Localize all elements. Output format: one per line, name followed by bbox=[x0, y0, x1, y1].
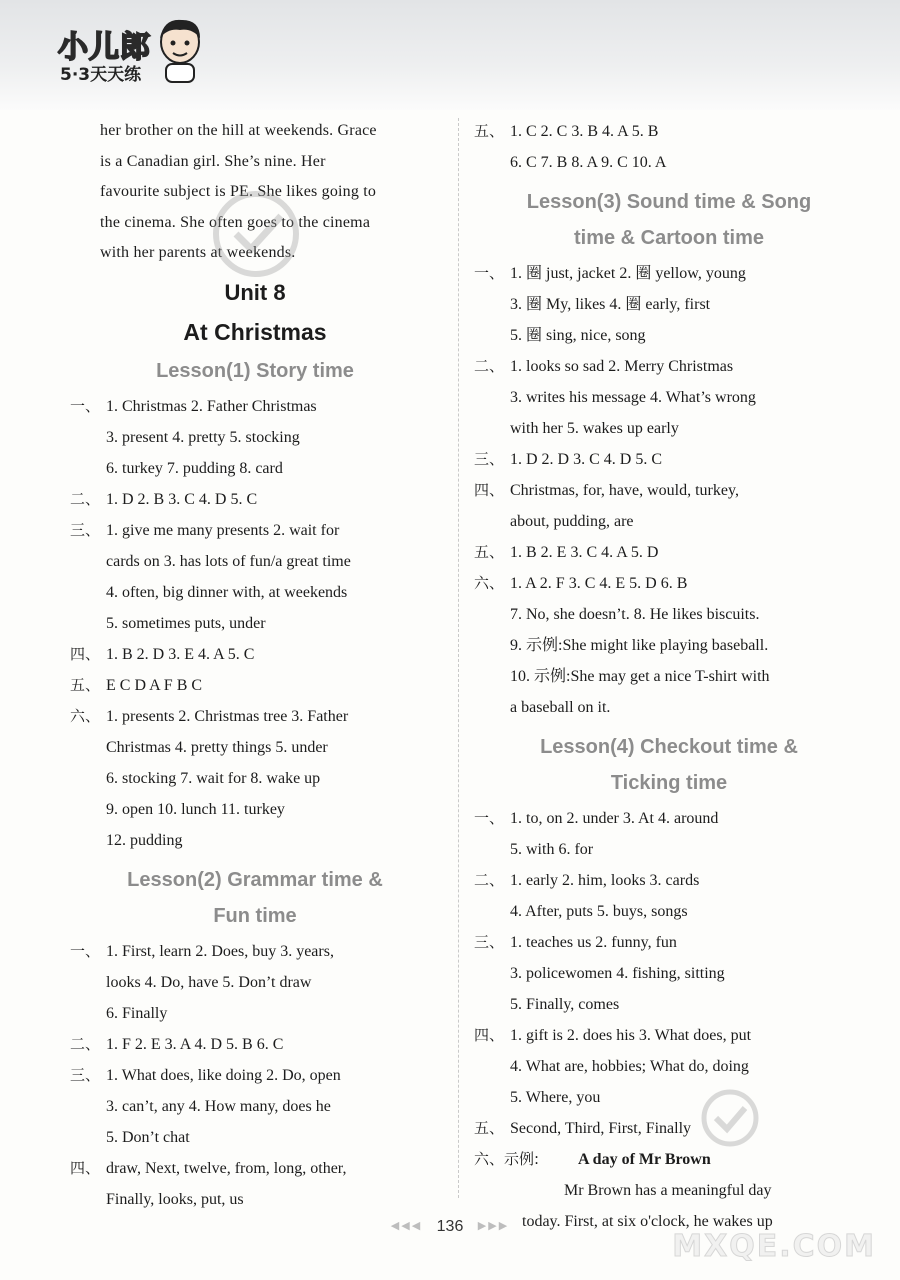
answer-row bbox=[474, 537, 864, 568]
question-number: 一、 bbox=[70, 941, 101, 960]
answer-text: 1. give me many presents 2. wait for bbox=[106, 521, 340, 539]
answer-row bbox=[474, 444, 864, 475]
answer-text: 1. early 2. him, looks 3. cards bbox=[510, 872, 700, 889]
answer-text: 1. B 2. E 3. C 4. A 5. D bbox=[510, 544, 659, 561]
answer-row bbox=[70, 1184, 440, 1215]
lesson-title-line2: Ticking time bbox=[610, 772, 728, 794]
question-number: 二、 bbox=[70, 489, 101, 508]
question-number: 五、 bbox=[474, 1119, 505, 1137]
answer-row bbox=[70, 546, 440, 577]
answer-text: 6. Finally bbox=[106, 1004, 168, 1022]
answer-text: 5. with 6. for bbox=[510, 841, 594, 858]
answer-text: 6. stocking 7. wait for 8. wake up bbox=[106, 769, 321, 787]
lesson-title: Lesson(1) Story time bbox=[156, 359, 354, 382]
answer-row bbox=[70, 608, 440, 639]
answer-text: 4. After, puts 5. buys, songs bbox=[510, 903, 688, 920]
next-arrows-icon: ▶▶▶ bbox=[477, 1220, 510, 1232]
lesson-title-line1: Lesson(4) Checkout time & bbox=[540, 736, 798, 758]
answer-text: draw, Next, twelve, from, long, other, bbox=[106, 1159, 347, 1177]
site-watermark bbox=[672, 1164, 892, 1274]
answer-row bbox=[70, 998, 440, 1029]
question-number: 三、 bbox=[474, 933, 505, 951]
question-number: 三、 bbox=[70, 1065, 101, 1084]
brand-logo bbox=[46, 16, 206, 86]
answer-text: 1. A 2. F 3. C 4. E 5. D 6. B bbox=[510, 575, 688, 592]
answer-text: 5. Finally, comes bbox=[510, 996, 620, 1013]
lesson-title-line2: Fun time bbox=[213, 904, 297, 927]
logo-name: 小儿郎 bbox=[58, 30, 151, 65]
answer-row bbox=[70, 484, 440, 515]
essay-line: today. First, at six o'clock, he wakes up bbox=[522, 1213, 773, 1230]
answer-row bbox=[474, 865, 864, 896]
answer-row bbox=[474, 630, 864, 661]
column-divider bbox=[458, 118, 459, 1198]
answer-row bbox=[474, 989, 864, 1020]
check-watermark-icon bbox=[700, 1088, 760, 1148]
answer-row bbox=[474, 834, 864, 865]
answer-text: 3. policewomen 4. fishing, sitting bbox=[510, 965, 725, 982]
lesson1-answers bbox=[70, 391, 440, 856]
answer-text: 6. turkey 7. pudding 8. card bbox=[106, 459, 283, 477]
answer-text: 1. What does, like doing 2. Do, open bbox=[106, 1066, 341, 1084]
answer-text: 3. present 4. pretty 5. stocking bbox=[106, 428, 300, 446]
intro-line: the cinema. She often goes to the cinema bbox=[100, 213, 371, 231]
answer-row bbox=[70, 732, 440, 763]
prev-arrows-icon: ◀◀◀ bbox=[390, 1220, 423, 1232]
question-number: 六、 bbox=[70, 706, 101, 725]
question-number: 六、 bbox=[474, 574, 505, 592]
page-number: 136 bbox=[436, 1218, 464, 1235]
answer-row bbox=[474, 258, 864, 289]
answer-row bbox=[474, 506, 864, 537]
answer-row bbox=[474, 413, 864, 444]
answer-row bbox=[70, 1060, 440, 1091]
answer-row bbox=[474, 1113, 864, 1144]
answer-row bbox=[474, 692, 864, 723]
answer-text: 1. gift is 2. does his 3. What does, put bbox=[510, 1027, 752, 1044]
answer-row bbox=[70, 1029, 440, 1060]
answer-row bbox=[70, 670, 440, 701]
answer-text: 6. C 7. B 8. A 9. C 10. A bbox=[510, 154, 667, 171]
question-number: 四、 bbox=[474, 1026, 505, 1044]
question-number: 三、 bbox=[70, 520, 101, 539]
intro-line: her brother on the hill at weekends. Grace bbox=[100, 122, 377, 139]
lesson-title-line1: Lesson(3) Sound time & Song bbox=[526, 191, 812, 213]
question-number: 四、 bbox=[474, 481, 505, 499]
intro-line: favourite subject is PE. She likes going to bbox=[100, 183, 377, 200]
answer-row bbox=[70, 967, 440, 998]
answer-text: 1. D 2. D 3. C 4. D 5. C bbox=[510, 451, 663, 468]
lesson-heading bbox=[70, 862, 440, 934]
watermark-text: MXQE.COM bbox=[672, 1229, 876, 1264]
mascot-icon bbox=[154, 16, 206, 84]
answer-row bbox=[474, 116, 864, 147]
question-number: 五、 bbox=[474, 122, 505, 140]
answer-row bbox=[474, 1020, 864, 1051]
answer-text: about, pudding, are bbox=[510, 513, 634, 530]
answer-text: cards on 3. has lots of fun/a great time bbox=[106, 552, 351, 570]
answer-text: Christmas 4. pretty things 5. under bbox=[106, 738, 328, 756]
answer-text: E C D A F B C bbox=[106, 676, 203, 694]
answer-text: 1. D 2. B 3. C 4. D 5. C bbox=[106, 490, 258, 508]
question-number: 五、 bbox=[70, 675, 101, 694]
lesson3-answers bbox=[474, 258, 864, 723]
answer-row bbox=[70, 453, 440, 484]
answer-text: 4. What are, hobbies; What do, doing bbox=[510, 1058, 749, 1075]
answer-row bbox=[70, 794, 440, 825]
lesson-title-line1: Lesson(2) Grammar time & bbox=[127, 868, 383, 891]
question-number: 五、 bbox=[474, 543, 505, 561]
unit-subtitle: At Christmas bbox=[183, 318, 327, 345]
answer-text: 5. sometimes puts, under bbox=[106, 614, 266, 632]
answer-text: 1. 圈 just, jacket 2. 圈 yellow, young bbox=[510, 265, 746, 282]
answer-text: with her 5. wakes up early bbox=[510, 420, 679, 437]
answer-row bbox=[474, 320, 864, 351]
lesson4-answers bbox=[474, 803, 864, 1144]
question-number: 一、 bbox=[70, 396, 101, 415]
lesson-heading bbox=[474, 729, 864, 801]
answer-row bbox=[474, 568, 864, 599]
answer-row bbox=[474, 927, 864, 958]
answer-row bbox=[474, 599, 864, 630]
lesson2-answers bbox=[70, 936, 440, 1215]
question-number: 四、 bbox=[70, 644, 101, 663]
lesson-heading bbox=[474, 184, 864, 256]
answer-text: 1. teaches us 2. funny, fun bbox=[510, 934, 677, 951]
answer-row bbox=[70, 1122, 440, 1153]
answer-text: Finally, looks, put, us bbox=[106, 1190, 244, 1208]
answer-text: 10. 示例:She may get a nice T-shirt with bbox=[510, 668, 770, 685]
answer-row bbox=[70, 515, 440, 546]
answer-text: 1. F 2. E 3. A 4. D 5. B 6. C bbox=[106, 1035, 284, 1053]
logo-subtitle: 5·3天天练 bbox=[60, 65, 142, 85]
intro-line: with her parents at weekends. bbox=[100, 244, 296, 261]
answer-text: 4. often, big dinner with, at weekends bbox=[106, 583, 348, 601]
answer-text: 1. B 2. D 3. E 4. A 5. C bbox=[106, 645, 255, 663]
answer-row bbox=[474, 1051, 864, 1082]
question-number: 三、 bbox=[474, 450, 505, 468]
answer-row bbox=[70, 1153, 440, 1184]
answer-row bbox=[70, 577, 440, 608]
answer-row bbox=[70, 763, 440, 794]
answer-text: 1. presents 2. Christmas tree 3. Father bbox=[106, 707, 349, 725]
essay-line: Mr Brown has a meaningful day bbox=[564, 1182, 772, 1199]
answer-row bbox=[474, 803, 864, 834]
lesson-heading bbox=[70, 353, 440, 389]
answer-row bbox=[474, 1082, 864, 1113]
stamp-watermark-icon bbox=[196, 184, 346, 294]
answer-row bbox=[474, 896, 864, 927]
question-number: 一、 bbox=[474, 809, 505, 827]
right-column bbox=[474, 116, 864, 1237]
answer-text: looks 4. Do, have 5. Don’t draw bbox=[106, 973, 312, 991]
answer-row bbox=[474, 382, 864, 413]
answer-text: 12. pudding bbox=[106, 831, 183, 849]
answer-text: 5. Where, you bbox=[510, 1089, 601, 1106]
answer-text: a baseball on it. bbox=[510, 699, 611, 716]
question-number: 二、 bbox=[474, 871, 505, 889]
intro-line: is a Canadian girl. She’s nine. Her bbox=[100, 152, 326, 170]
answer-text: 1. C 2. C 3. B 4. A 5. B bbox=[510, 123, 659, 140]
answer-text: 1. to, on 2. under 3. At 4. around bbox=[510, 810, 719, 827]
answer-text: 5. Don’t chat bbox=[106, 1128, 190, 1146]
answer-text: 5. 圈 sing, nice, song bbox=[510, 327, 646, 344]
answer-text: Christmas, for, have, would, turkey, bbox=[510, 482, 739, 499]
answer-row bbox=[70, 1091, 440, 1122]
answer-row bbox=[70, 391, 440, 422]
answer-row bbox=[474, 289, 864, 320]
answer-text: Second, Third, First, Finally bbox=[510, 1120, 692, 1137]
answer-row bbox=[474, 351, 864, 382]
question-number: 二、 bbox=[474, 357, 505, 375]
answer-row bbox=[474, 661, 864, 692]
answer-row bbox=[70, 825, 440, 856]
question-number: 一、 bbox=[474, 264, 505, 282]
lesson-title-line2: time & Cartoon time bbox=[573, 227, 765, 249]
continued-answers bbox=[474, 116, 864, 178]
answer-text: 1. Christmas 2. Father Christmas bbox=[106, 397, 317, 415]
unit-title: Unit 8 bbox=[224, 279, 286, 305]
answer-text: 1. looks so sad 2. Merry Christmas bbox=[510, 358, 734, 375]
essay-title: A day of Mr Brown bbox=[578, 1151, 711, 1168]
answer-text: 3. 圈 My, likes 4. 圈 early, first bbox=[510, 296, 711, 313]
answer-text: 1. First, learn 2. Does, buy 3. years, bbox=[106, 942, 334, 960]
essay-label: 六、示例: bbox=[474, 1150, 540, 1168]
answer-row bbox=[474, 958, 864, 989]
answer-text: 9. open 10. lunch 11. turkey bbox=[106, 800, 285, 818]
answer-text: 9. 示例:She might like playing baseball. bbox=[510, 637, 769, 654]
answer-text: 3. writes his message 4. What’s wrong bbox=[510, 389, 756, 406]
question-number: 四、 bbox=[70, 1158, 101, 1177]
answer-row bbox=[70, 639, 440, 670]
answer-row bbox=[70, 701, 440, 732]
answer-row bbox=[474, 147, 864, 178]
answer-text: 7. No, she doesn’t. 8. He likes biscuits. bbox=[510, 606, 760, 623]
answer-row bbox=[70, 422, 440, 453]
answer-row bbox=[70, 936, 440, 967]
question-number: 二、 bbox=[70, 1034, 101, 1053]
answer-row bbox=[474, 475, 864, 506]
answer-text: 3. can’t, any 4. How many, does he bbox=[106, 1097, 331, 1115]
